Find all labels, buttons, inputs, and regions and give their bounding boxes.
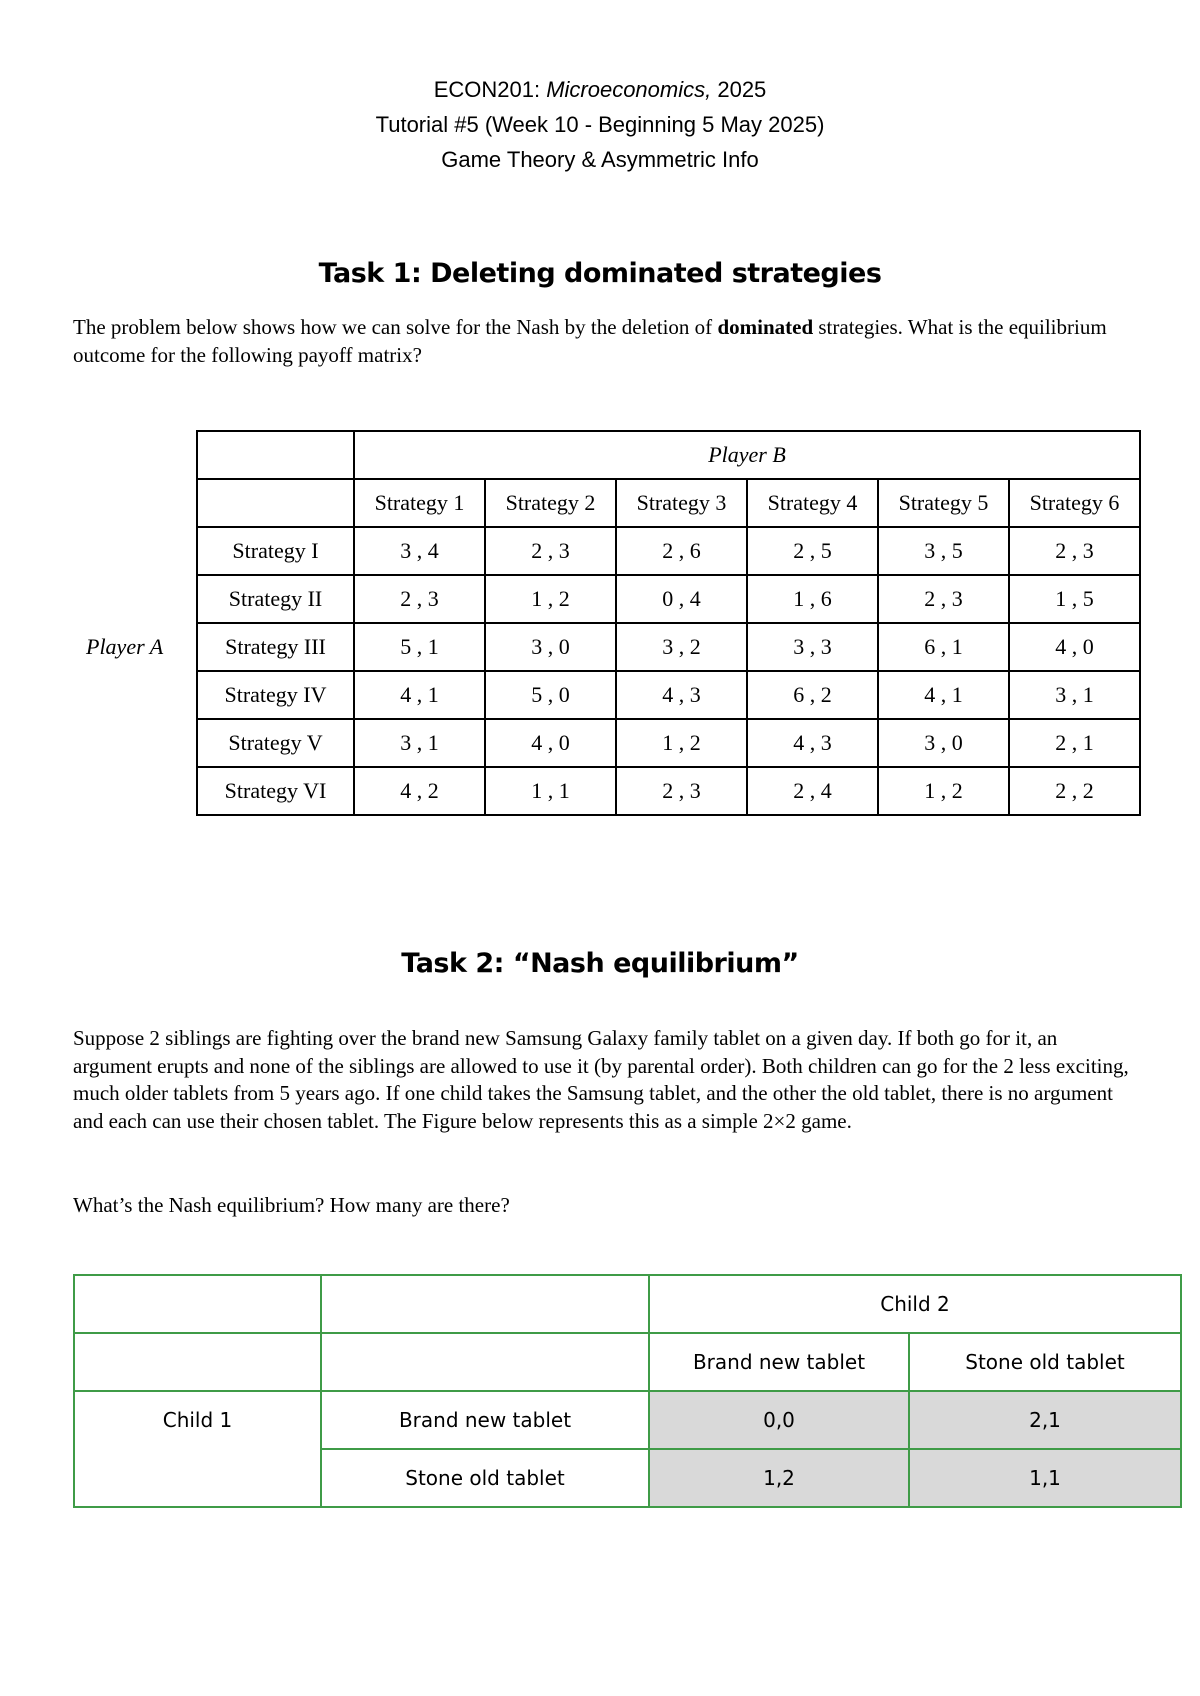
task2-description: Suppose 2 siblings are fighting over the brand new Samsung Galaxy family tablet on a given day. If both go for it, an argument erupts and none of the siblings are allowed to use it (by parental order). Both children can go for the 2 less exciting, much older tablets from 5 years ago. If one child takes the Samsung tablet, and the other the old tablet, there is no argument and each can use their chosen tablet. The Figure below represents this as a simple 2×2 game. bbox=[73, 1026, 1129, 1133]
payoff-row bbox=[197, 671, 1140, 719]
payoff-cell: 4 , 3 bbox=[616, 671, 747, 719]
payoff-header-row bbox=[197, 431, 1140, 479]
row-strategy-label: Strategy V bbox=[197, 719, 354, 767]
payoff-cell: 2 , 6 bbox=[616, 527, 747, 575]
payoff-cell: 3 , 2 bbox=[616, 623, 747, 671]
payoff-cell: 1 , 5 bbox=[1009, 575, 1140, 623]
payoff-cell: 2 , 3 bbox=[485, 527, 616, 575]
payoff-cell: 3 , 5 bbox=[878, 527, 1009, 575]
payoff-cell: 2 , 3 bbox=[616, 767, 747, 815]
row-strategy-label: Strategy IV bbox=[197, 671, 354, 719]
payoff-cell: 2 , 3 bbox=[1009, 527, 1140, 575]
payoff-cell: 1 , 1 bbox=[485, 767, 616, 815]
game-strategy-header-row bbox=[74, 1333, 1181, 1391]
payoff-cell: 3 , 0 bbox=[485, 623, 616, 671]
payoff-row bbox=[197, 719, 1140, 767]
payoff-cell: 2 , 4 bbox=[747, 767, 878, 815]
row-strategy-label: Stone old tablet bbox=[321, 1449, 649, 1507]
column-strategy-header: Strategy 3 bbox=[616, 479, 747, 527]
strategy-header-row bbox=[197, 479, 1140, 527]
column-strategy-header: Strategy 6 bbox=[1009, 479, 1140, 527]
column-player-label: Player B bbox=[354, 431, 1140, 479]
empty-corner-cell bbox=[321, 1333, 649, 1391]
column-strategy-header: Strategy 1 bbox=[354, 479, 485, 527]
empty-corner-cell bbox=[74, 1333, 321, 1391]
payoff-cell: 4 , 0 bbox=[485, 719, 616, 767]
payoff-cell: 6 , 1 bbox=[878, 623, 1009, 671]
payoff-cell: 1 , 2 bbox=[616, 719, 747, 767]
payoff-cell: 2 , 3 bbox=[354, 575, 485, 623]
column-strategy-header: Brand new tablet bbox=[649, 1333, 909, 1391]
payoff-cell: 3 , 4 bbox=[354, 527, 485, 575]
task2-question: What’s the Nash equilibrium? How many are there? bbox=[73, 1193, 510, 1217]
empty-corner-cell bbox=[74, 1275, 321, 1333]
payoff-cell: 4 , 1 bbox=[354, 671, 485, 719]
payoff-cell: 1 , 2 bbox=[878, 767, 1009, 815]
payoff-cell: 3 , 1 bbox=[354, 719, 485, 767]
tutorial-title: Tutorial #5 (Week 10 - Beginning 5 May 2025) bbox=[375, 112, 825, 137]
payoff-row bbox=[197, 575, 1140, 623]
task1-description: The problem below shows how we can solve for the Nash by the deletion of dominated strategies. What is the equilibrium outcome for the following payoff matrix? bbox=[73, 315, 1107, 367]
payoff-cell: 0,0 bbox=[649, 1391, 909, 1449]
game-matrix bbox=[73, 1274, 1182, 1508]
payoff-cell: 4 , 2 bbox=[354, 767, 485, 815]
payoff-cell: 5 , 0 bbox=[485, 671, 616, 719]
task1-heading: Task 1: Deleting dominated strategies bbox=[318, 258, 882, 289]
game-header-row bbox=[74, 1275, 1181, 1333]
empty-corner-cell bbox=[197, 431, 354, 479]
payoff-cell: 1,1 bbox=[909, 1449, 1181, 1507]
payoff-cell: 4 , 0 bbox=[1009, 623, 1140, 671]
row-strategy-label: Strategy III bbox=[197, 623, 354, 671]
game-row bbox=[74, 1449, 1181, 1507]
payoff-cell: 2 , 1 bbox=[1009, 719, 1140, 767]
payoff-cell: 2,1 bbox=[909, 1391, 1181, 1449]
column-strategy-header: Strategy 2 bbox=[485, 479, 616, 527]
column-strategy-header: Strategy 5 bbox=[878, 479, 1009, 527]
payoff-cell: 1,2 bbox=[649, 1449, 909, 1507]
payoff-row bbox=[197, 527, 1140, 575]
empty-corner-cell bbox=[197, 479, 354, 527]
tutorial-topic: Game Theory & Asymmetric Info bbox=[441, 147, 759, 172]
row-strategy-label: Strategy VI bbox=[197, 767, 354, 815]
payoff-matrix bbox=[196, 430, 1141, 816]
payoff-cell: 0 , 4 bbox=[616, 575, 747, 623]
game-row bbox=[74, 1391, 1181, 1449]
payoff-cell: 4 , 3 bbox=[747, 719, 878, 767]
payoff-cell: 1 , 2 bbox=[485, 575, 616, 623]
payoff-cell: 3 , 0 bbox=[878, 719, 1009, 767]
payoff-cell: 3 , 3 bbox=[747, 623, 878, 671]
column-player-label: Child 2 bbox=[649, 1275, 1181, 1333]
payoff-cell: 6 , 2 bbox=[747, 671, 878, 719]
payoff-cell: 5 , 1 bbox=[354, 623, 485, 671]
empty-corner-cell bbox=[321, 1275, 649, 1333]
payoff-cell: 1 , 6 bbox=[747, 575, 878, 623]
row-player-cell-continued bbox=[74, 1449, 321, 1507]
row-strategy-label: Strategy II bbox=[197, 575, 354, 623]
row-strategy-label: Strategy I bbox=[197, 527, 354, 575]
payoff-cell: 2 , 5 bbox=[747, 527, 878, 575]
task2-heading: Task 2: “Nash equilibrium” bbox=[401, 948, 799, 979]
payoff-cell: 2 , 2 bbox=[1009, 767, 1140, 815]
row-strategy-label: Brand new tablet bbox=[321, 1391, 649, 1449]
payoff-row bbox=[197, 767, 1140, 815]
column-strategy-header: Strategy 4 bbox=[747, 479, 878, 527]
row-player-label: Child 1 bbox=[74, 1391, 321, 1449]
payoff-cell: 3 , 1 bbox=[1009, 671, 1140, 719]
document-header bbox=[0, 72, 1200, 177]
course-title: ECON201: Microeconomics, 2025 bbox=[433, 77, 767, 102]
payoff-row bbox=[197, 623, 1140, 671]
column-strategy-header: Stone old tablet bbox=[909, 1333, 1181, 1391]
payoff-cell: 4 , 1 bbox=[878, 671, 1009, 719]
payoff-cell: 2 , 3 bbox=[878, 575, 1009, 623]
row-player-label: Player A bbox=[86, 634, 164, 659]
